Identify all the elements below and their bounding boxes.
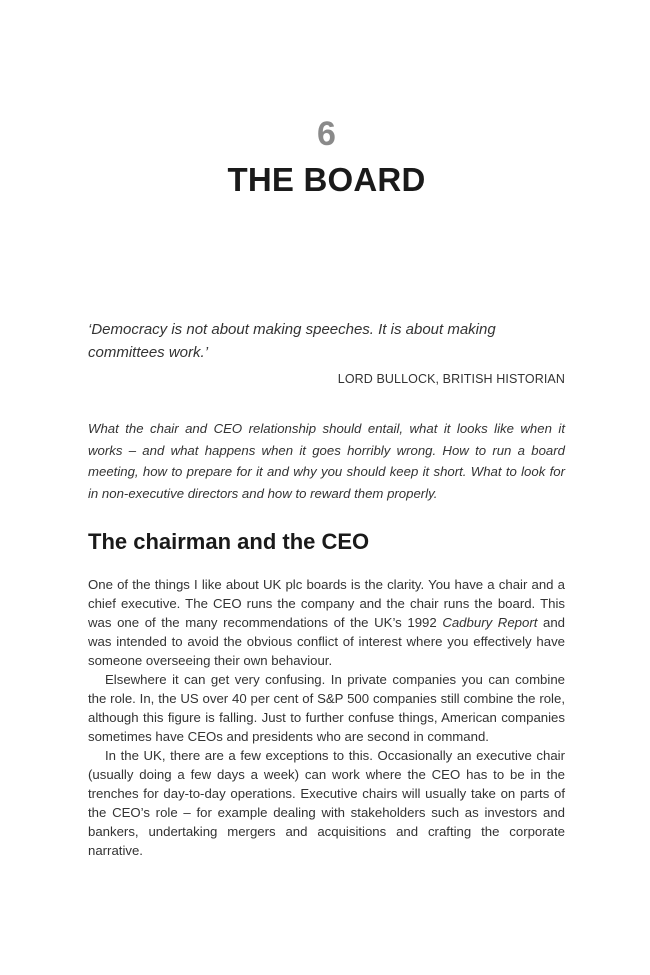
chapter-number: 6 bbox=[317, 115, 336, 153]
epigraph-quote: ‘Democracy is not about making speeches. It is about making committees work.’ bbox=[88, 321, 496, 361]
paragraph-1 bbox=[88, 575, 565, 670]
epigraph bbox=[88, 318, 565, 388]
section-heading: The chairman and the CEO bbox=[88, 529, 370, 554]
paragraph-3: In the UK, there are a few exceptions to this. Occasionally an executive chair (usually doing a few days a week) can work where the CEO has to be in the trenches for day-to-day operations. Executive chairs will usually take on parts of the CEO’s role – for example dealing with stakeholders such as investors and bankers, undertaking mergers and acquisitions and crafting the corporate narrative. bbox=[88, 748, 565, 858]
epigraph-attribution: LORD BULLOCK, BRITISH HISTORIAN bbox=[337, 372, 565, 386]
chapter-summary: What the chair and CEO relationship should entail, what it looks like when it works – and what happens when it goes horribly wrong. How to run a board meeting, how to prepare for it and why you should keep it short. What to look for in non-executive directors and how to reward them properly. bbox=[88, 421, 565, 501]
paragraph-1-text-b: and was intended to avoid the obvious conflict of interest where you effectively have someone overseeing their own behaviour. bbox=[88, 615, 566, 668]
paragraph-2: Elsewhere it can get very confusing. In private companies you can combine the role. In, the US over 40 per cent of S&P 500 companies still combine the role, although this figure is falling. Just to further confuse things, American companies sometimes have CEOs and presidents who are second in command. bbox=[88, 672, 565, 744]
chapter-title: THE BOARD bbox=[227, 161, 426, 198]
report-title: Cadbury Report bbox=[442, 615, 538, 630]
section-body bbox=[88, 575, 565, 860]
paragraph-1-text-a: One of the things I like about UK plc boards is the clarity. You have a chair and a chief executive. The CEO runs the company and the chair runs the board. This was one of the many recommendations of the UK’s 1992 bbox=[88, 577, 565, 630]
